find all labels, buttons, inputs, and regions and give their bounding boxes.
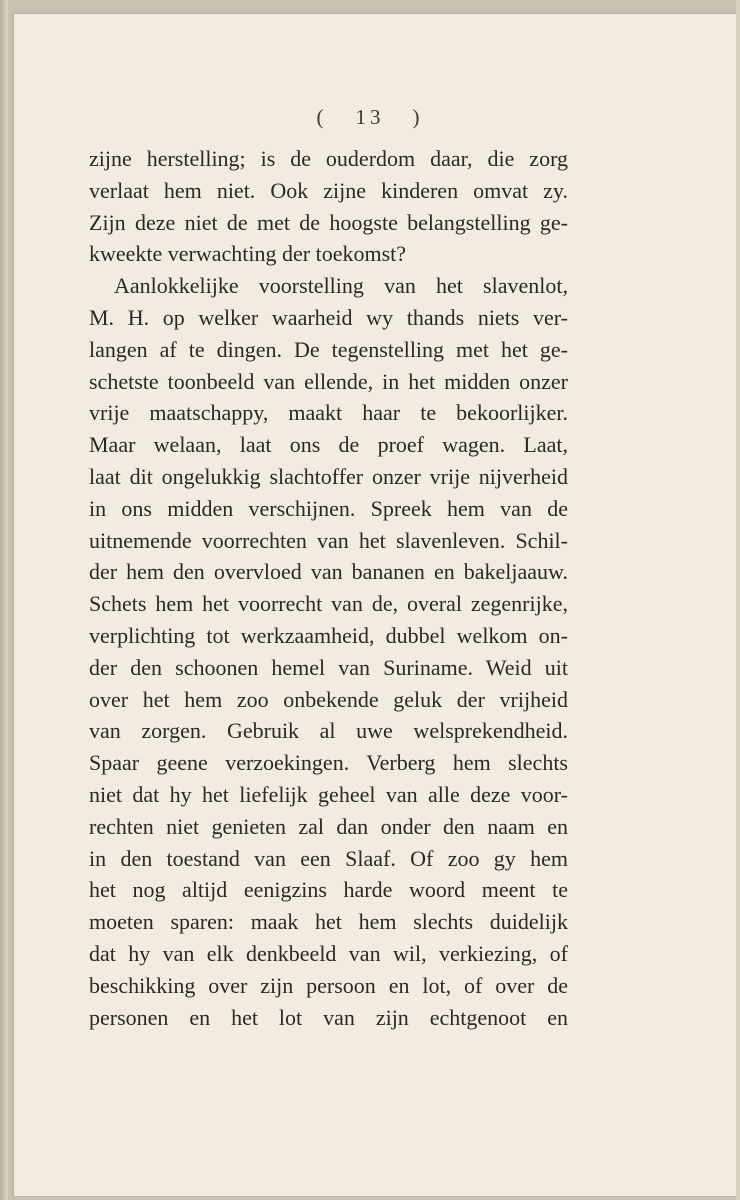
text-line: beschikking over zijn persoon en lot, of over de [89, 972, 568, 998]
close-paren: ) [412, 105, 424, 129]
page-edge-left [0, 0, 8, 1200]
text-line: langen af te dingen. De tegenstelling met het ge- [89, 336, 568, 362]
text-line: dat hy van elk denkbeeld van wil, verkiezing, of [89, 940, 568, 966]
body-text [89, 143, 568, 1033]
text-line: rechten niet genieten zal dan onder den naam en [89, 813, 568, 839]
text-line: M. H. op welker waarheid wy thands niets ver- [89, 304, 568, 330]
text-line: der den schoonen hemel van Suriname. Weid uit [89, 654, 568, 680]
text-line: laat dit ongelukkig slachtoffer onzer vrije nijverheid [89, 463, 568, 489]
text-line: vrije maatschappy, maakt haar te bekoorlijker. [89, 400, 568, 426]
text-line: over het hem zoo onbekende geluk der vrijheid [89, 686, 568, 712]
text-line: zijne herstelling; is de ouderdom daar, die zorg [89, 146, 568, 171]
text-line: het nog altijd eenigzins harde woord meent te [89, 877, 568, 903]
text-line: van zorgen. Gebruik al uwe welsprekendheid. [89, 718, 568, 744]
text-line: verplichting tot werkzaamheid, dubbel welkom on- [89, 622, 568, 648]
page-edge-right [736, 0, 740, 1200]
text-line: Schets hem het voorrecht van de, overal zegenrijke, [89, 591, 568, 617]
text-line: Aanlokkelijke voorstelling van het slavenlot, [114, 273, 568, 299]
text-line: in ons midden verschijnen. Spreek hem van de [89, 495, 568, 521]
open-paren: ( [316, 105, 328, 129]
text-line: personen en het lot van zijn echtgenoot en [89, 1004, 568, 1030]
page-number: 13 [355, 105, 385, 129]
text-line: uitnemende voorrechten van het slavenleven. Schil- [89, 527, 568, 553]
page-header [0, 105, 740, 130]
text-line: der hem den overvloed van bananen en bakeljaauw. [89, 559, 568, 585]
text-line: kweekte verwachting der toekomst? [89, 241, 407, 267]
text-line: schetste toonbeeld van ellende, in het midden onzer [89, 368, 568, 394]
text-line: Spaar geene verzoekingen. Verberg hem slechts [89, 750, 568, 776]
text-line: Zijn deze niet de met de hoogste belangstelling ge- [89, 209, 568, 235]
text-line: moeten sparen: maak het hem slechts duidelijk [89, 909, 568, 935]
text-line: in den toestand van een Slaaf. Of zoo gy hem [89, 845, 568, 871]
text-line: niet dat hy het liefelijk geheel van alle deze voor- [89, 781, 568, 807]
text-line: Maar welaan, laat ons de proef wagen. Laat, [89, 432, 568, 458]
text-line: verlaat hem niet. Ook zijne kinderen omvat zy. [89, 177, 568, 203]
